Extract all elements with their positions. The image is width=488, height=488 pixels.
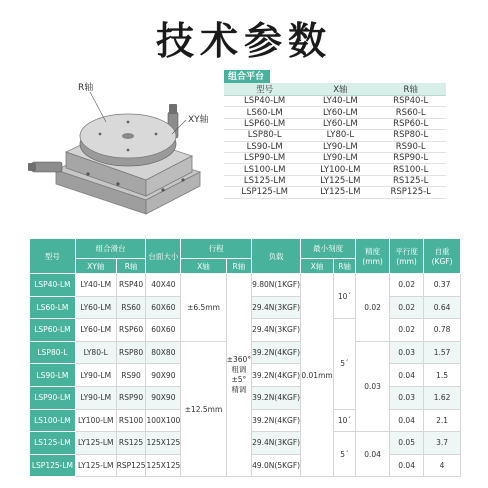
spec-r-slide: RSP80 <box>116 341 146 364</box>
spec-row <box>30 274 461 297</box>
spec-xy-slide: LY40-LM <box>75 274 116 297</box>
spec-model: LS100-LM <box>30 409 76 432</box>
spec-table-size: 60X60 <box>146 319 181 342</box>
col-grad-r: R轴 <box>334 259 356 274</box>
spec-load: 39.2N(4KGF) <box>252 409 301 432</box>
spec-weight: 0.37 <box>424 274 461 297</box>
spec-weight: 1.62 <box>424 386 461 409</box>
spec-model: LS125-LM <box>30 432 76 455</box>
spec-load: 9.80N(1KGF) <box>252 274 301 297</box>
spec-grad-r: 5´ <box>334 432 356 477</box>
spec-weight: 0.78 <box>424 319 461 342</box>
combination-grid <box>224 83 446 199</box>
combo-cell-x: LY125-LM <box>305 187 375 198</box>
spec-parallelism: 0.05 <box>390 432 424 455</box>
spec-table-size: 100X100 <box>146 409 181 432</box>
spec-xy-slide: LY90-LM <box>75 386 116 409</box>
spec-travel-x: ±12.5mm <box>181 341 226 477</box>
spec-grad-r: 10´ <box>334 409 356 432</box>
spec-load: 29.4N(3KGF) <box>252 296 301 319</box>
combo-cell-x: LY100-LM <box>305 164 375 175</box>
spec-table <box>29 238 461 477</box>
spec-load: 39.2N(4KGF) <box>252 386 301 409</box>
combo-cell-x: LY125-LM <box>305 175 375 186</box>
spec-model: LS90-LM <box>30 364 76 387</box>
spec-table-size: 125X125 <box>146 454 181 477</box>
col-model: 型号 <box>30 239 76 274</box>
spec-accuracy: 0.04 <box>356 432 390 477</box>
col-travel-r: R轴 <box>226 259 251 274</box>
spec-parallelism: 0.03 <box>390 341 424 364</box>
spec-table-size: 60X60 <box>146 296 181 319</box>
spec-accuracy: 0.03 <box>356 341 390 431</box>
spec-load: 39.2N(4KGF) <box>252 364 301 387</box>
col-parallelism: 平行度(mm) <box>390 239 424 274</box>
r-axis-label: R轴 <box>78 83 94 93</box>
combo-cell-model: LSP125-LM <box>224 187 305 198</box>
spec-r-slide: RSP60 <box>116 319 146 342</box>
col-weight: 自重(KGF) <box>424 239 461 274</box>
spec-parallelism: 0.04 <box>390 409 424 432</box>
col-grad-x: X轴 <box>301 259 334 274</box>
col-accuracy: 精度(mm) <box>356 239 390 274</box>
spec-table-size: 125X125 <box>146 432 181 455</box>
combo-cell-r: RSP125-L <box>375 187 446 198</box>
spec-load: 39.2N(4KGF) <box>252 341 301 364</box>
combo-row <box>224 96 446 107</box>
spec-grad-r: 5´ <box>334 319 356 409</box>
spec-grad-x: 0.01mm <box>301 274 334 477</box>
spec-r-slide: RS100 <box>116 409 146 432</box>
combo-cell-r: RSP60-L <box>375 118 446 129</box>
combo-cell-r: RSP90-L <box>375 152 446 163</box>
col-combo-r: R轴 <box>116 259 146 274</box>
spec-model: LSP90-LM <box>30 386 76 409</box>
xyr-stage-drawing <box>28 72 228 222</box>
combo-cell-model: LSP60-LM <box>224 118 305 129</box>
combo-cell-r: RSP80-L <box>375 130 446 141</box>
spec-parallelism: 0.02 <box>390 296 424 319</box>
spec-model: LSP40-LM <box>30 274 76 297</box>
spec-xy-slide: LY125-LM <box>75 454 116 477</box>
combo-row <box>224 141 446 152</box>
combo-cell-model: LSP40-LM <box>224 96 305 107</box>
combo-col-model: 型号 <box>224 83 305 96</box>
xy-axis-label: XY轴 <box>188 115 209 125</box>
combo-cell-x: LY60-LM <box>305 107 375 118</box>
spec-parallelism: 0.04 <box>390 454 424 477</box>
col-combo-xy: XY轴 <box>75 259 116 274</box>
spec-model: LSP60-LM <box>30 319 76 342</box>
spec-xy-slide: LY60-LM <box>75 319 116 342</box>
spec-parallelism: 0.03 <box>390 386 424 409</box>
combo-row <box>224 130 446 141</box>
combo-row <box>224 164 446 175</box>
combo-cell-x: LY90-LM <box>305 141 375 152</box>
spec-load: 49.0N(5KGF) <box>252 454 301 477</box>
spec-weight: 2.1 <box>424 409 461 432</box>
combo-row <box>224 175 446 186</box>
combination-table <box>224 70 446 199</box>
spec-r-slide: RS125 <box>116 432 146 455</box>
spec-weight: 1.5 <box>424 364 461 387</box>
spec-accuracy: 0.02 <box>356 274 390 342</box>
combo-cell-r: RSP40-L <box>375 96 446 107</box>
combo-cell-model: LS100-LM <box>224 164 305 175</box>
spec-xy-slide: LY125-LM <box>75 432 116 455</box>
spec-model: LS60-LM <box>30 296 76 319</box>
col-travel: 行程 <box>181 239 252 259</box>
spec-weight: 4 <box>424 454 461 477</box>
combo-cell-r: RS125-L <box>375 175 446 186</box>
spec-table-size: 90X90 <box>146 364 181 387</box>
combo-cell-r: RS90-L <box>375 141 446 152</box>
spec-xy-slide: LY80-L <box>75 341 116 364</box>
combo-row <box>224 152 446 163</box>
spec-model: LSP125-LM <box>30 454 76 477</box>
combo-cell-r: RS100-L <box>375 164 446 175</box>
combo-cell-x: LY90-LM <box>305 152 375 163</box>
product-illustration <box>28 72 228 222</box>
spec-r-slide: RS90 <box>116 364 146 387</box>
combo-cell-x: LY60-LM <box>305 118 375 129</box>
combo-cell-r: RS60-L <box>375 107 446 118</box>
col-combo: 组合滑台 <box>75 239 146 259</box>
spec-grad-r: 10´ <box>334 274 356 319</box>
combo-row <box>224 107 446 118</box>
combo-cell-x: LY40-LM <box>305 96 375 107</box>
col-load: 负载 <box>252 239 301 274</box>
spec-parallelism: 0.02 <box>390 274 424 297</box>
page-title: 技术参数 <box>155 19 332 63</box>
spec-r-slide: RSP40 <box>116 274 146 297</box>
spec-model: LSP80-L <box>30 341 76 364</box>
combo-col-x: X轴 <box>305 83 375 96</box>
spec-r-slide: RSP125 <box>116 454 146 477</box>
combo-cell-model: LS60-LM <box>224 107 305 118</box>
spec-load: 29.4N(3KGF) <box>252 432 301 455</box>
combo-row <box>224 118 446 129</box>
spec-parallelism: 0.04 <box>390 364 424 387</box>
col-min-graduation: 最小刻度 <box>301 239 356 259</box>
combo-cell-x: LY80-L <box>305 130 375 141</box>
spec-table-size: 40X40 <box>146 274 181 297</box>
spec-load: 29.4N(3KGF) <box>252 319 301 342</box>
spec-xy-slide: LY60-LM <box>75 296 116 319</box>
spec-xy-slide: LY90-LM <box>75 364 116 387</box>
combo-cell-model: LSP80-L <box>224 130 305 141</box>
spec-weight: 3.7 <box>424 432 461 455</box>
spec-table-size: 80X80 <box>146 341 181 364</box>
spec-r-slide: RSP90 <box>116 386 146 409</box>
spec-weight: 1.57 <box>424 341 461 364</box>
combo-row <box>224 187 446 198</box>
spec-table-size: 90X90 <box>146 386 181 409</box>
combo-cell-model: LSP90-LM <box>224 152 305 163</box>
combination-heading: 组合平台 <box>224 70 270 83</box>
col-table-size: 台面大小 <box>146 239 181 274</box>
combo-cell-model: LS90-LM <box>224 141 305 152</box>
combo-cell-model: LS125-LM <box>224 175 305 186</box>
spec-parallelism: 0.02 <box>390 319 424 342</box>
spec-xy-slide: LY100-LM <box>75 409 116 432</box>
combo-col-r: R轴 <box>375 83 446 96</box>
spec-weight: 0.64 <box>424 296 461 319</box>
spec-r-slide: RS60 <box>116 296 146 319</box>
col-travel-x: X轴 <box>181 259 226 274</box>
spec-travel-x: ±6.5mm <box>181 274 226 342</box>
spec-travel-r: ±360° 粗调 ±5° 精调 <box>226 274 251 477</box>
